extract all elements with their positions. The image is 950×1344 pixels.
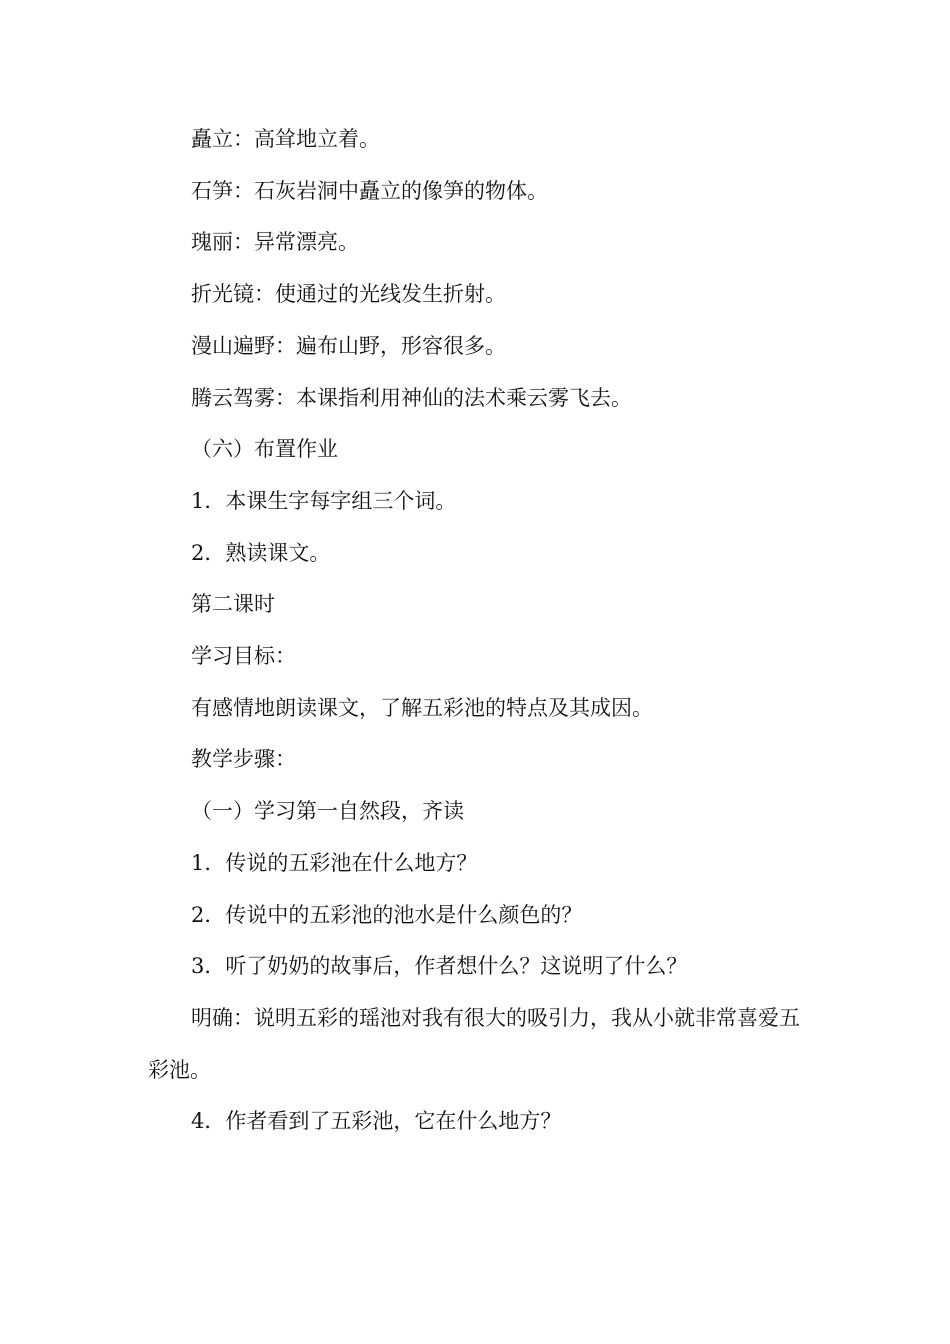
definition-tengyunjiawu: 腾云驾雾：本课指利用神仙的法术乘云雾飞去。 [191, 385, 632, 410]
definition-zheguangjing: 折光镜：使通过的光线发生折射。 [191, 282, 506, 307]
question-3: 3．听了奶奶的故事后，作者想什么？这说明了什么？ [191, 954, 688, 979]
step-heading-1: （一）学习第一自然段，齐读 [191, 799, 464, 824]
steps-label: 教学步骤： [191, 747, 296, 772]
objectives-text: 有感情地朗读课文，了解五彩池的特点及其成因。 [191, 695, 653, 720]
homework-item-2: 2．熟读课文。 [191, 540, 331, 565]
question-2: 2．传说中的五彩池的池水是什么颜色的？ [191, 902, 583, 927]
definition-chuli: 矗立：高耸地立着。 [191, 127, 380, 151]
definition-manshanbianye: 漫山遍野：遍布山野，形容很多。 [191, 333, 506, 358]
answer-paragraph: 明确：说明五彩的瑶池对我有很大的吸引力，我从小就非常喜爱五彩池。 [148, 1005, 800, 1082]
definition-shisun: 石笋：石灰岩洞中矗立的像笋的物体。 [191, 178, 548, 203]
objectives-label: 学习目标： [191, 644, 296, 669]
homework-item-1: 1．本课生字每字组三个词。 [191, 488, 457, 513]
question-4: 4．作者看到了五彩池，它在什么地方？ [191, 1109, 562, 1134]
definition-guili: 瑰丽：异常漂亮。 [191, 230, 359, 255]
document-body [148, 114, 808, 1148]
lesson-heading: 第二课时 [191, 592, 275, 617]
section-heading-homework: （六）布置作业 [191, 437, 338, 462]
question-1: 1．传说的五彩池在什么地方？ [191, 850, 478, 875]
